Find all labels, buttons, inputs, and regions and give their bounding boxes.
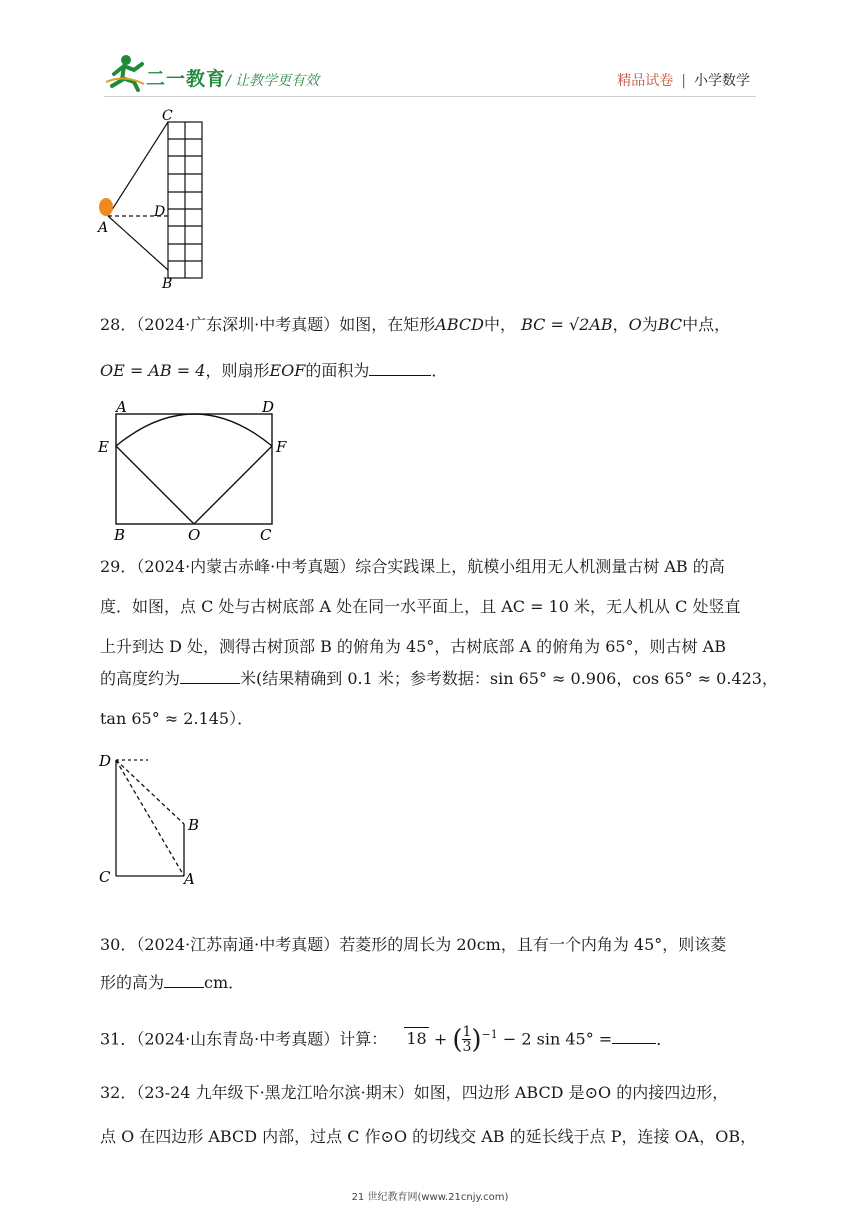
question-30-line1: 30．（2024·江苏南通·中考真题）若菱形的周长为 20cm，且有一个内角为 45°，则该菱 (100, 935, 727, 954)
category-separator: | (681, 73, 686, 89)
slogan: / 让教学更有效 (226, 73, 320, 89)
label-d: D (99, 752, 112, 770)
question-28-line1: 28．（2024·广东深圳·中考真题）如图，在矩形ABCD中， BC = √2AB，O为BC中点， (100, 315, 731, 334)
paren-right: ) (471, 1024, 482, 1055)
label-d: D (262, 398, 275, 416)
figure-q27 (92, 104, 222, 294)
paren-left: ( (452, 1024, 463, 1055)
label-b: B (114, 526, 126, 544)
question-31: 31．（2024·山东青岛·中考真题）计算： 18 + ( $\frac{1}{3}$ )$^{-1}$ − 2 sin 45° = ． (100, 1024, 673, 1056)
question-29-line1: 29．（2024·内蒙古赤峰·中考真题）综合实践课上，航模小组用无人机测量古树 AB 的高 (100, 557, 725, 576)
answer-blank (612, 1029, 656, 1044)
question-28-line2: OE = AB = 4，则扇形EOF的面积为 ． (100, 361, 448, 380)
sqrt-radicand: 18 (406, 1029, 427, 1049)
figure-q28 (96, 394, 296, 544)
label-f: F (276, 438, 287, 456)
label-c: C (260, 526, 272, 544)
question-29-line4: 的高度约为 米(结果精确到 0.1 米；参考数据：sin 65° ≈ 0.906，cos 65° ≈ 0.423， (100, 669, 778, 688)
balloon-icon (99, 198, 113, 216)
answer-blank (164, 973, 204, 988)
subject-label: 小学数学 (694, 73, 750, 89)
question-29-line2: 度．如图，点 C 处与古树底部 A 处在同一水平面上，且 AC = 10 米，无人机从 C 处竖直 (100, 597, 741, 616)
category-label: 精品试卷 (617, 73, 674, 89)
page-header (0, 0, 860, 100)
fraction: $\frac{1}{3}$ (462, 1024, 472, 1056)
label-b: B (188, 816, 200, 834)
logo-text: 二一教育 (146, 68, 227, 90)
label-b: B (162, 276, 173, 292)
header-category (617, 70, 750, 90)
answer-blank (180, 669, 240, 684)
label-a: A (98, 220, 109, 236)
question-32-line2: 点 O 在四边形 ABCD 内部，过点 C 作⊙O 的切线交 AB 的延长线于点 P，连接 OA，OB， (100, 1127, 757, 1146)
page-footer: 21 世纪教育网(www.21cnjy.com) (351, 1192, 509, 1203)
label-e: E (98, 438, 109, 456)
label-d: D (154, 204, 166, 220)
label-c: C (99, 868, 111, 886)
question-32-line1: 32．（23-24 九年级下·黑龙江哈尔滨·期末）如图，四边形 ABCD 是⊙O 的内接四边形， (100, 1083, 729, 1102)
question-29-line3: 上升到达 D 处，测得古树顶部 B 的俯角为 45°，古树底部 A 的俯角为 65°，则古树 AB (100, 637, 726, 656)
question-29-line5: tan 65° ≈ 2.145）． (100, 709, 254, 728)
label-a: A (116, 398, 127, 416)
figure-q29 (96, 748, 216, 888)
answer-blank (369, 361, 431, 376)
label-o: O (188, 526, 201, 544)
question-30-line2: 形的高为 cm． (100, 973, 245, 992)
label-c: C (162, 108, 173, 124)
header-divider (104, 96, 756, 97)
label-a: A (184, 870, 195, 888)
